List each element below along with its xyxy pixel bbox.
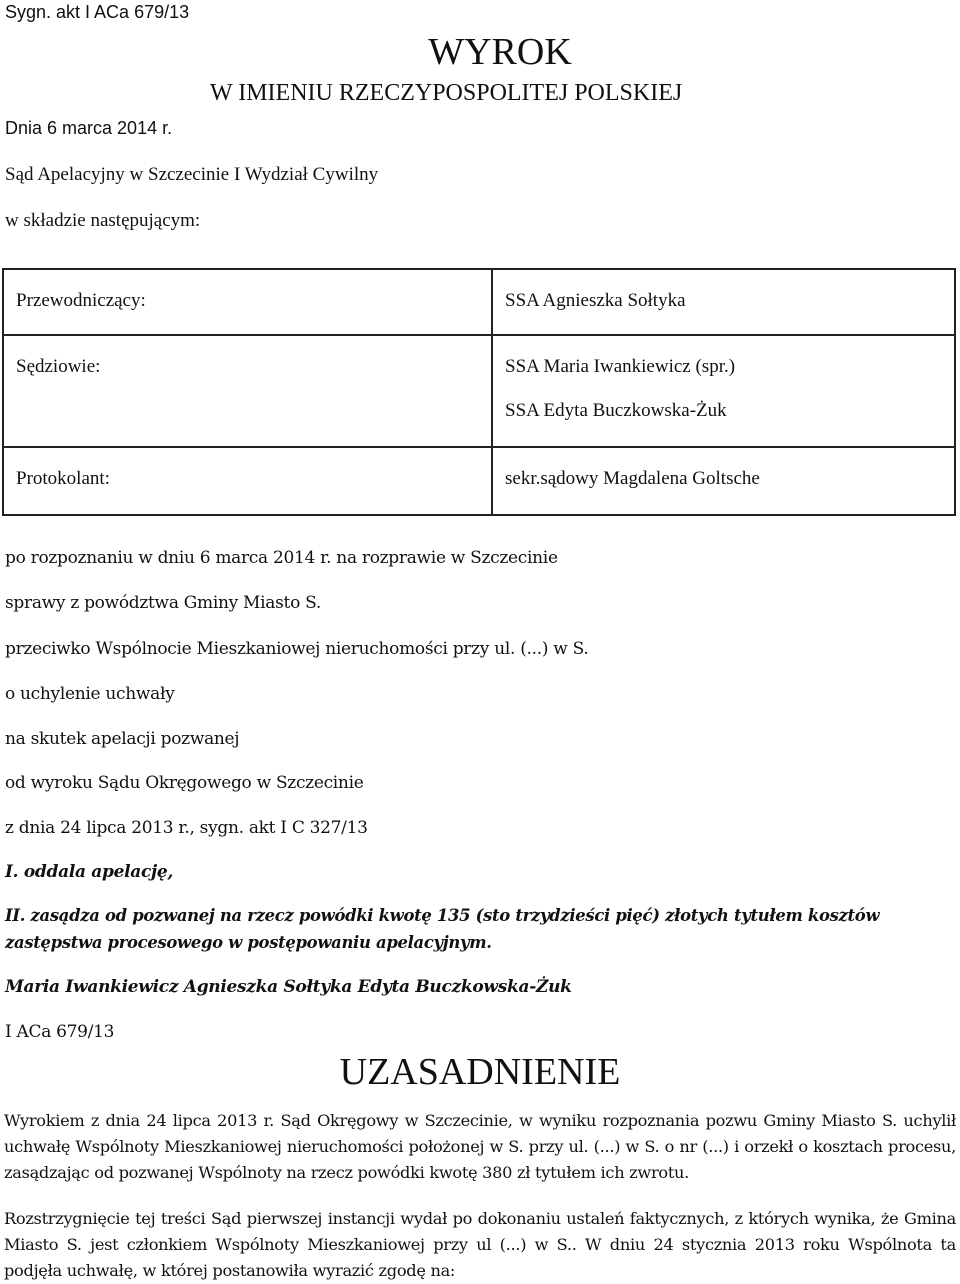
judges-value	[492, 335, 955, 447]
composition-intro: w składzie następującym:	[5, 210, 201, 231]
case-line-6: od wyroku Sądu Okręgowego w Szczecinie	[5, 773, 364, 793]
verdict-date: Dnia 6 marca 2014 r.	[5, 118, 173, 138]
ruling-point-1: I. oddala apelację,	[5, 862, 174, 882]
document-title-text: WYROK	[428, 31, 572, 73]
paragraph-1-line-3: zasądzając od pozwanej Wspólnoty na rzecz powódki kwotę 380 zł tytułem ich zwrotu.	[4, 1163, 690, 1182]
judges-label: Sędziowie:	[3, 335, 492, 447]
case-line-3: przeciwko Wspólnocie Mieszkaniowej nieruchomości przy ul. (...) w S.	[5, 639, 589, 659]
case-line-1: po rozpoznaniu w dniu 6 marca 2014 r. na rozprawie w Szczecinie	[5, 548, 558, 568]
judge-2: SSA Edyta Buczkowska-Żuk	[505, 400, 727, 421]
paragraph-2-line-1: Rozstrzygnięcie tej treści Sąd pierwszej instancji wydał po dokonaniu ustaleń faktycznych, z których wynika, że Gmina	[4, 1209, 956, 1228]
paragraph-2-line-3: podjęła uchwałę, w której postanowiła wyrazić zgodę na:	[4, 1261, 456, 1280]
paragraph-1-line-2: uchwałę Wspólnoty Mieszkaniowej nieruchomości położonej w S. przy ul. (...) w S. o nr (...) i orzekł o kosztach procesu,	[4, 1137, 956, 1156]
clerk-row	[3, 447, 955, 515]
chair-row	[3, 269, 955, 335]
case-signature: Sygn. akt I ACa 679/13	[5, 2, 190, 22]
chair-value: SSA Agnieszka Sołtyka	[492, 269, 955, 335]
clerk-value: sekr.sądowy Magdalena Goltsche	[492, 447, 955, 515]
document-title	[0, 30, 960, 74]
court-composition-table	[2, 268, 956, 516]
judges-signatures: Maria Iwankiewicz Agnieszka Sołtyka Edyta Buczkowska-Żuk	[5, 977, 572, 997]
judges-row	[3, 335, 955, 447]
judge-1: SSA Maria Iwankiewicz (spr.)	[505, 356, 736, 377]
ruling-point-2-line-2: zastępstwa procesowego w postępowaniu apelacyjnym.	[5, 933, 492, 952]
document-subtitle: W IMIENIU RZECZYPOSPOLITEJ POLSKIEJ	[210, 80, 683, 106]
justification-paragraph-2	[4, 1206, 956, 1284]
justification-title: UZASADNIENIE	[339, 1051, 621, 1093]
chair-label: Przewodniczący:	[3, 269, 492, 335]
justification-signature: I ACa 679/13	[5, 1022, 115, 1042]
paragraph-2-line-2: Miasto S. jest członkiem Wspólnoty Mieszkaniowej przy ul (...) w S.. W dniu 24 stycznia 2013 roku Wspólnota ta	[4, 1235, 956, 1254]
case-line-7: z dnia 24 lipca 2013 r., sygn. akt I C 327/13	[5, 818, 368, 838]
ruling-point-2-line-1: II. zasądza od pozwanej na rzecz powódki kwotę 135 (sto trzydzieści pięć) złotych tytułem kosztów	[5, 906, 880, 925]
justification-paragraph-1	[4, 1108, 956, 1186]
court-name: Sąd Apelacyjny w Szczecinie I Wydział Cywilny	[5, 164, 379, 185]
case-line-5: na skutek apelacji pozwanej	[5, 729, 240, 749]
paragraph-1-line-1: Wyrokiem z dnia 24 lipca 2013 r. Sąd Okręgowy w Szczecinie, w wyniku rozpoznania pozwu Gminy Miasto S. uchylił	[4, 1111, 956, 1130]
case-line-4: o uchylenie uchwały	[5, 684, 175, 704]
case-line-2: sprawy z powództwa Gminy Miasto S.	[5, 593, 321, 613]
clerk-label: Protokolant:	[3, 447, 492, 515]
